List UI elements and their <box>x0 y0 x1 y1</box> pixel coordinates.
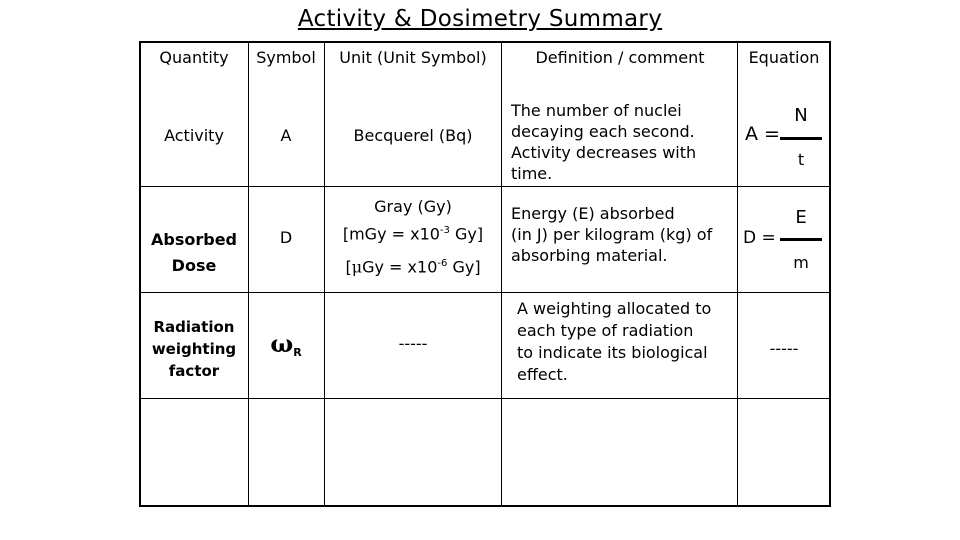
row-dose-unit <box>326 196 500 285</box>
definition-line: The number of nuclei <box>511 101 682 120</box>
unit-line-microgray: [$\mu Gy = x10^{-6}$ Gy] <box>345 257 481 277</box>
definition-line: to indicate its biological <box>517 343 708 362</box>
column-divider <box>737 42 738 506</box>
equation-numerator: E <box>795 207 807 228</box>
quantity-line: weighting <box>151 340 237 358</box>
quantity-line: Absorbed <box>151 230 237 249</box>
row-weighting-quantity <box>140 316 248 382</box>
header-symbol: Symbol <box>256 48 316 67</box>
equation-lhs: A = <box>745 123 780 145</box>
row-activity-quantity: Activity <box>164 126 224 145</box>
header-quantity: Quantity <box>159 48 229 67</box>
header-unit: Unit (Unit Symbol) <box>339 48 487 67</box>
row-weighting-definition <box>517 298 735 386</box>
equation-denominator: m <box>793 253 809 272</box>
definition-line: Energy (E) absorbed <box>511 204 675 223</box>
row-weighting-equation: ----- <box>769 339 799 358</box>
quantity-line: factor <box>168 362 220 380</box>
page-title: Activity & Dosimetry Summary <box>297 6 663 32</box>
definition-line: time. <box>511 164 553 183</box>
equation-numerator: N <box>794 105 808 126</box>
header-equation: Equation <box>748 48 820 67</box>
symbol-subscript: R <box>293 346 302 359</box>
row-divider <box>140 186 830 187</box>
definition-line: decaying each second. <box>511 122 695 141</box>
definition-line: A weighting allocated to <box>517 299 712 318</box>
fraction-bar <box>780 137 822 140</box>
definition-line: effect. <box>517 365 568 384</box>
quantity-line: Radiation <box>153 318 235 336</box>
definition-line: each type of radiation <box>517 321 694 340</box>
definition-line: Activity decreases with <box>511 143 697 162</box>
omega-symbol: ω <box>270 329 294 358</box>
definition-line: absorbing material. <box>511 246 668 265</box>
unit-line-milligray: [$mGy = x10^{-3}$ Gy] <box>342 224 484 244</box>
row-divider <box>140 292 830 293</box>
equation-denominator: t <box>797 150 805 169</box>
row-dose-definition <box>511 203 737 266</box>
row-weighting-unit: ----- <box>398 334 428 353</box>
row-dose-quantity <box>140 227 248 279</box>
column-divider <box>248 42 249 506</box>
equation-lhs: D = <box>743 228 776 248</box>
row-activity-symbol: A <box>280 126 292 145</box>
header-definition: Definition / comment <box>535 48 705 67</box>
fraction-bar <box>780 238 822 241</box>
column-divider <box>501 42 502 506</box>
definition-line: (in J) per kilogram (kg) of <box>511 225 713 244</box>
row-divider <box>140 398 830 399</box>
row-activity-unit: Becquerel (Bq) <box>353 126 473 145</box>
row-dose-symbol: D <box>279 228 293 247</box>
quantity-line: Dose <box>171 256 217 275</box>
row-weighting-symbol <box>250 329 322 363</box>
column-divider <box>324 42 325 506</box>
row-activity-definition <box>511 100 735 184</box>
unit-line: Gray (Gy) <box>374 197 452 216</box>
